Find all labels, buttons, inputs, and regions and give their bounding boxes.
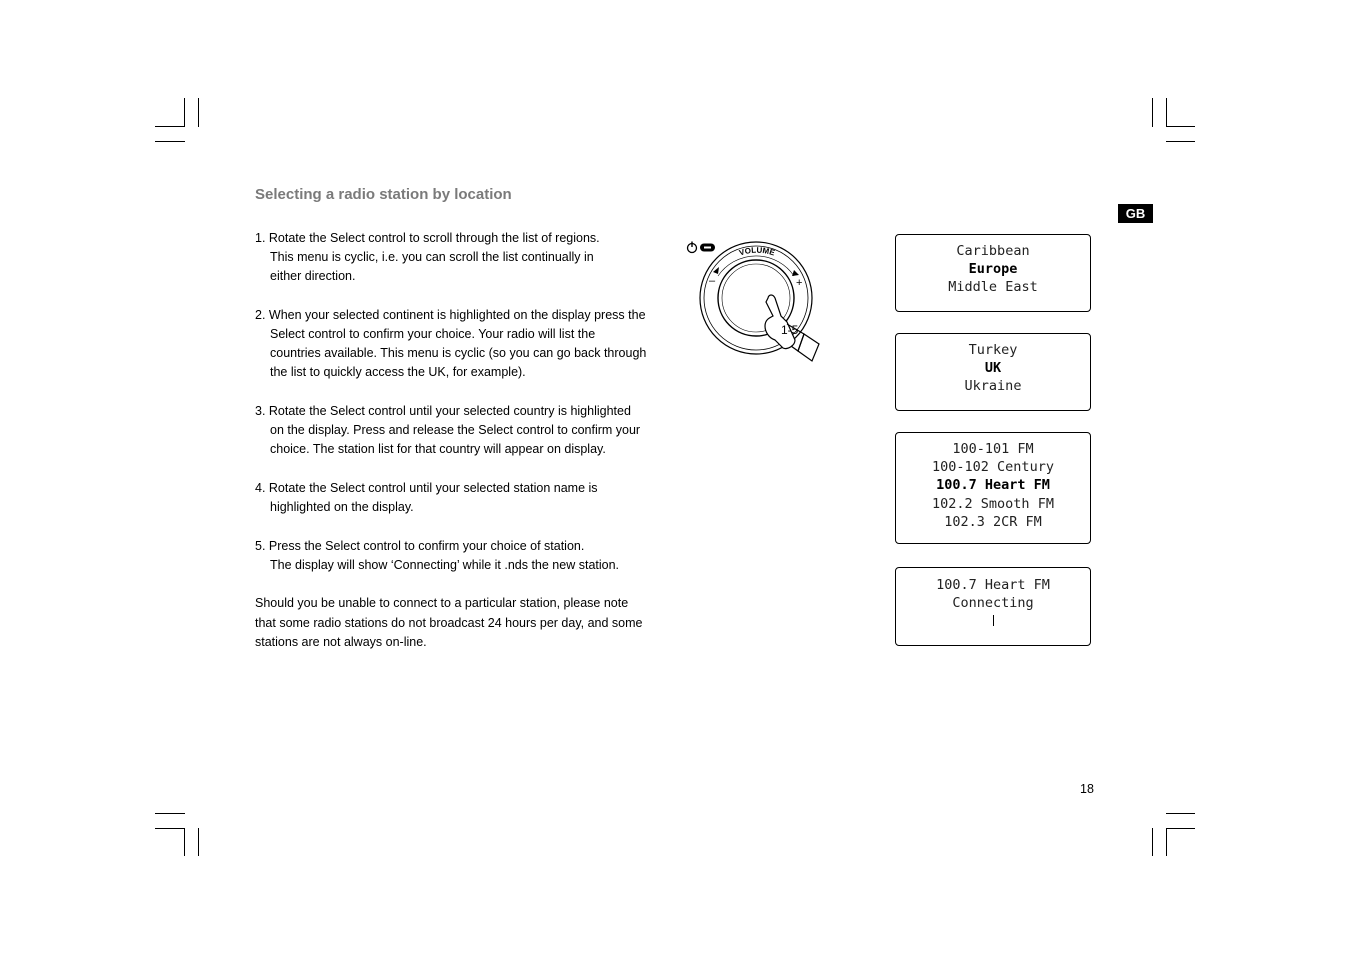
lcd-display-countries	[895, 333, 1091, 411]
instruction-line: on the display. Press and release the Select control to confirm your	[270, 423, 641, 437]
lcd-row: 100-102 Century	[932, 459, 1054, 476]
connection-note	[255, 594, 675, 653]
lcd-row: 100-101 FM	[952, 441, 1034, 457]
lcd-row: 102.2 Smooth FM	[932, 495, 1054, 512]
volume-plus-label: +	[796, 277, 803, 289]
crop-mark	[1152, 98, 1153, 127]
section-title: Selecting a radio station by location	[255, 186, 512, 203]
crop-mark	[1166, 126, 1195, 127]
crop-mark	[1166, 828, 1167, 856]
instruction-line: 5. Press the Select control to confirm your choice of station.	[255, 539, 585, 553]
instruction-line: 1. Rotate the Select control to scroll through the list of regions.	[255, 231, 600, 245]
lcd-row: Turkey	[968, 342, 1018, 358]
lcd-row-highlighted: 100.7 Heart FM	[936, 477, 1050, 494]
instruction-line: highlighted on the display.	[270, 500, 414, 514]
volume-select-dial-illustration	[683, 236, 833, 368]
language-tab-gb: GB	[1118, 204, 1153, 223]
lcd-display-connecting	[895, 567, 1091, 646]
note-line: that some radio stations do not broadcast 24 hours per day, and some	[255, 615, 643, 630]
crop-mark	[184, 828, 185, 856]
volume-minus-label: –	[709, 275, 716, 287]
instruction-step	[255, 402, 675, 459]
instruction-line: The display will show ‘Connecting’ while it .nds the new station.	[270, 558, 620, 572]
instruction-step	[255, 479, 675, 517]
instruction-line: 3. Rotate the Select control until your selected country is highlighted	[255, 404, 631, 418]
crop-mark	[155, 141, 185, 142]
instruction-line: choice. The station list for that country will appear on display.	[270, 442, 606, 456]
volume-label: VOLUME	[738, 245, 776, 258]
note-line: Should you be unable to connect to a particular station, please note	[255, 596, 629, 610]
lcd-row: Connecting	[952, 595, 1034, 612]
crop-mark	[1166, 813, 1195, 814]
crop-mark	[198, 98, 199, 127]
lcd-row: 100.7 Heart FM	[936, 577, 1050, 593]
lcd-display-regions	[895, 234, 1091, 312]
crop-mark	[1166, 828, 1195, 829]
crop-mark	[198, 828, 199, 856]
lcd-row: Caribbean	[956, 243, 1030, 259]
page-number: 18	[1080, 782, 1094, 796]
lcd-row: 102.3 2CR FM	[944, 513, 1042, 530]
instruction-line: the list to quickly access the UK, for example).	[270, 365, 526, 379]
crop-mark	[1166, 141, 1195, 142]
crop-mark	[155, 813, 185, 814]
instruction-line: countries available. This menu is cyclic (so you can go back through	[270, 346, 647, 360]
note-line: stations are not always on-line.	[255, 635, 427, 649]
progress-cursor	[993, 615, 994, 626]
instruction-line: This menu is cyclic, i.e. you can scroll the list continually in	[270, 250, 594, 264]
lcd-display-stations	[895, 432, 1091, 544]
instruction-line: 4. Rotate the Select control until your selected station name is	[255, 481, 598, 495]
crop-mark	[155, 828, 185, 829]
instruction-step	[255, 306, 675, 382]
instruction-line: either direction.	[270, 269, 356, 283]
instruction-line: 2. When your selected continent is highlighted on the display press the	[255, 308, 646, 322]
step-range-label: 1-5	[781, 323, 799, 337]
instruction-steps	[255, 229, 675, 595]
lcd-row: Middle East	[948, 279, 1038, 296]
instruction-step	[255, 537, 675, 575]
crop-mark	[184, 98, 185, 127]
lcd-row-highlighted: Europe	[968, 261, 1018, 278]
instruction-line: Select control to confirm your choice. Your radio will list the	[270, 327, 596, 341]
crop-mark	[1152, 828, 1153, 856]
power-icon	[688, 242, 697, 253]
lcd-row: Ukraine	[964, 378, 1022, 395]
lock-icon	[700, 244, 715, 252]
instruction-step	[255, 229, 675, 286]
crop-mark	[1166, 98, 1167, 127]
lcd-row-highlighted: UK	[984, 360, 1002, 377]
crop-mark	[155, 126, 185, 127]
